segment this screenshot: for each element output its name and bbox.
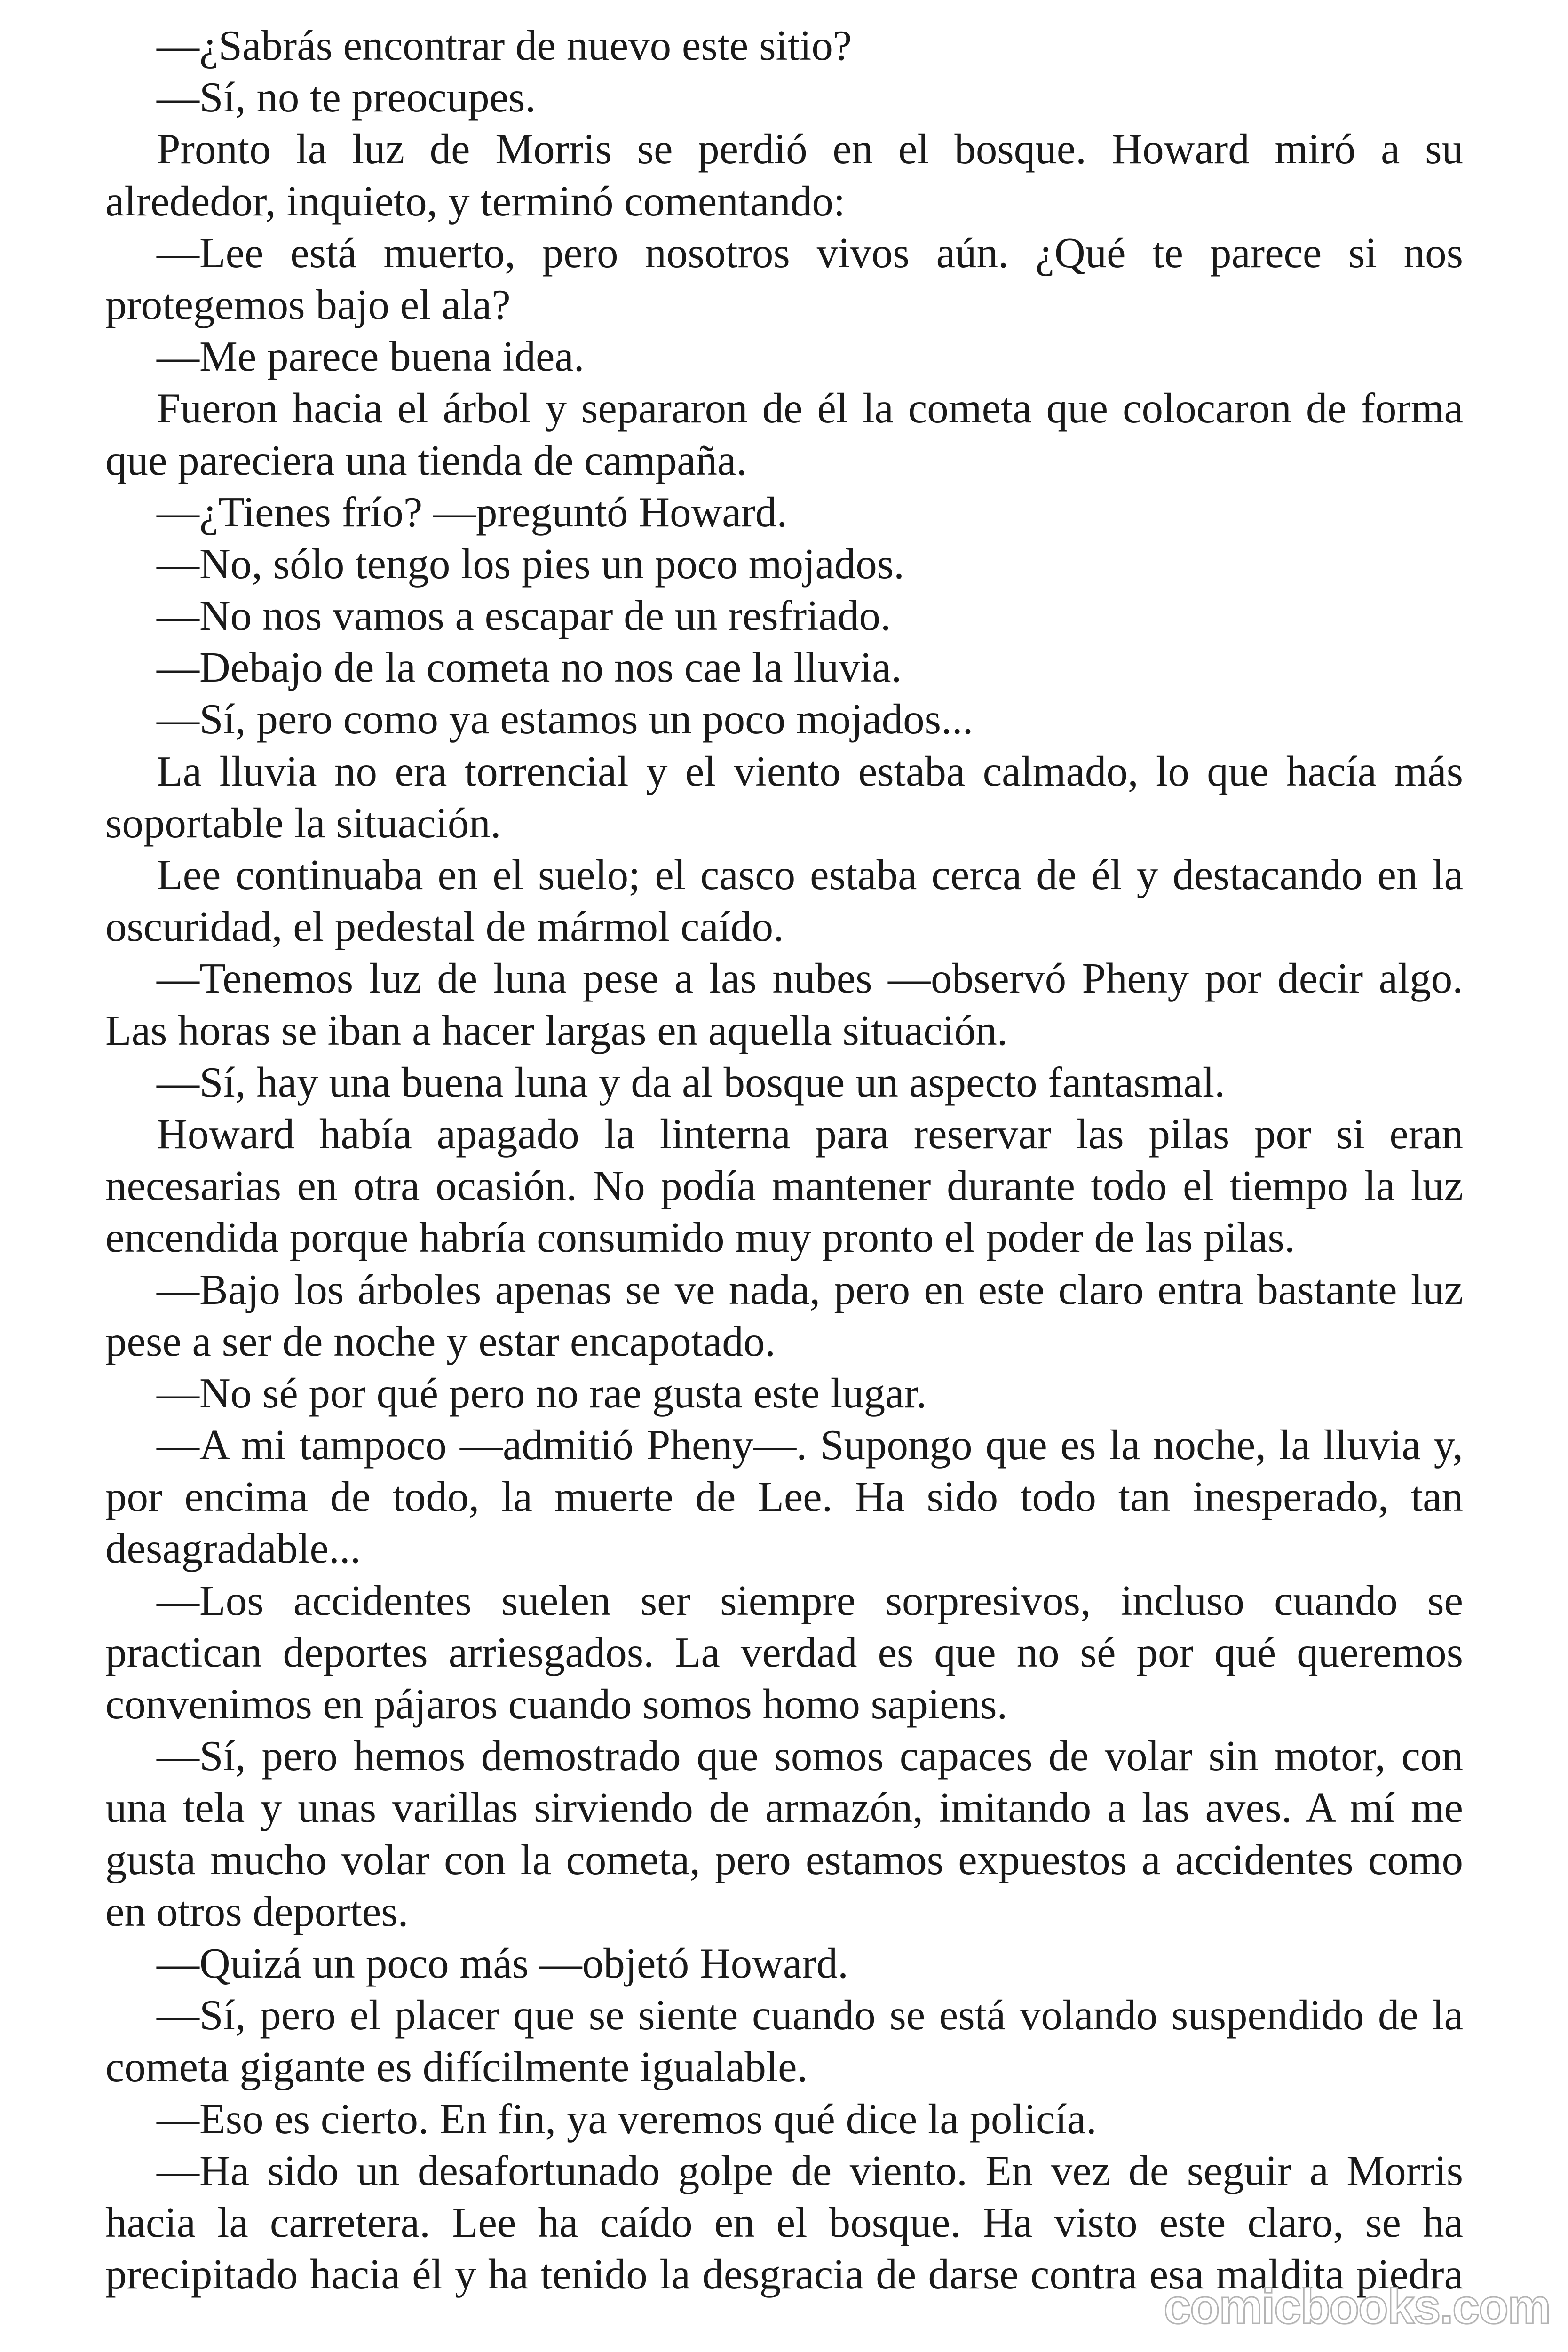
text-line: precipitado hacia él y ha tenido la desgracia de darse contra esa maldita piedra <box>105 2250 1463 2298</box>
dialogue-paragraph <box>105 953 1463 1056</box>
dialogue-paragraph <box>105 227 1463 331</box>
text-line: —Los accidentes suelen ser siempre sorpresivos, incluso cuando se <box>157 1576 1463 1624</box>
text-line: encendida porque habría consumido muy pronto el poder de las pilas. <box>105 1214 1295 1262</box>
text-line: necesarias en otra ocasión. No podía mantener durante todo el tiempo la luz <box>105 1162 1463 1210</box>
dialogue-paragraph <box>105 1367 1463 1419</box>
text-line: —Lee está muerto, pero nosotros vivos aún. ¿Qué te parece si nos <box>157 229 1463 277</box>
dialogue-paragraph <box>105 1264 1463 1367</box>
dialogue-paragraph <box>105 590 1463 642</box>
text-line: alrededor, inquieto, y terminó comentando: <box>105 177 846 225</box>
text-line: —¿Tienes frío? —preguntó Howard. <box>157 488 788 536</box>
dialogue-paragraph <box>105 1419 1463 1575</box>
text-line: La lluvia no era torrencial y el viento estaba calmado, lo que hacía más <box>157 747 1463 795</box>
text-line: —Sí, pero como ya estamos un poco mojados... <box>157 695 974 743</box>
dialogue-paragraph <box>105 693 1463 745</box>
text-line: hacia la carretera. Lee ha caído en el bosque. Ha visto este claro, se ha <box>105 2198 1463 2246</box>
text-line: —¿Sabrás encontrar de nuevo este sitio? <box>157 22 852 69</box>
text-line: —Sí, no te preocupes. <box>157 73 536 121</box>
dialogue-paragraph <box>105 1730 1463 1938</box>
text-line: protegemos bajo el ala? <box>105 280 511 328</box>
text-line: desagradable... <box>105 1525 361 1573</box>
text-line: convenimos en pájaros cuando somos homo sapiens. <box>105 1680 1008 1728</box>
text-line: —Sí, pero el placer que se siente cuando se está volando suspendido de la <box>157 1991 1463 2039</box>
narration-paragraph <box>105 382 1463 486</box>
text-line: —No, sólo tengo los pies un poco mojados. <box>157 540 904 588</box>
dialogue-paragraph <box>105 538 1463 590</box>
text-line: Fueron hacia el árbol y separaron de él la cometa que colocaron de forma <box>157 384 1463 432</box>
dialogue-paragraph <box>105 1989 1463 2093</box>
text-line: —Debajo de la cometa no nos cae la lluvia. <box>157 644 902 691</box>
dialogue-paragraph <box>105 20 1463 72</box>
text-line: que pareciera una tienda de campaña. <box>105 436 747 484</box>
text-line: —Ha sido un desafortunado golpe de viento. En vez de seguir a Morris <box>157 2146 1463 2194</box>
body-text <box>105 20 1463 2300</box>
text-line: —Bajo los árboles apenas se ve nada, pero en este claro entra bastante luz <box>157 1265 1463 1313</box>
dialogue-paragraph <box>105 642 1463 693</box>
text-line: —A mi tampoco —admitió Pheny—. Supongo que es la noche, la lluvia y, <box>157 1421 1463 1469</box>
dialogue-paragraph <box>105 1575 1463 1731</box>
text-line: Lee continuaba en el suelo; el casco estaba cerca de él y destacando en la <box>157 851 1463 898</box>
text-line: —No nos vamos a escapar de un resfriado. <box>157 592 891 640</box>
text-line: pese a ser de noche y estar encapotado. <box>105 1317 776 1365</box>
dialogue-paragraph <box>105 486 1463 538</box>
text-line: soportable la situación. <box>105 799 501 847</box>
narration-paragraph <box>105 746 1463 849</box>
text-line: Howard había apagado la linterna para reservar las pilas por si eran <box>157 1110 1463 1158</box>
text-line: cometa gigante es difícilmente igualable. <box>105 2043 808 2091</box>
dialogue-paragraph <box>105 1938 1463 1989</box>
text-line: —Eso es cierto. En fin, ya veremos qué dice la policía. <box>157 2095 1097 2143</box>
text-line: practican deportes arriesgados. La verdad es que no sé por qué queremos <box>105 1628 1463 1676</box>
text-line: por encima de todo, la muerte de Lee. Ha sido todo tan inesperado, tan <box>105 1473 1463 1521</box>
narration-paragraph <box>105 849 1463 953</box>
text-line: gusta mucho volar con la cometa, pero estamos expuestos a accidentes como <box>105 1836 1463 1883</box>
text-line: —Quizá un poco más —objetó Howard. <box>157 1939 848 1987</box>
dialogue-paragraph <box>105 2093 1463 2145</box>
text-line: —No sé por qué pero no rae gusta este lugar. <box>157 1369 927 1417</box>
text-line: Las horas se iban a hacer largas en aquella situación. <box>105 1006 1008 1054</box>
narration-paragraph <box>105 123 1463 227</box>
text-line: una tela y unas varillas sirviendo de armazón, imitando a las aves. A mí me <box>105 1784 1463 1832</box>
text-line: —Me parece buena idea. <box>157 333 585 381</box>
dialogue-paragraph <box>105 331 1463 382</box>
narration-paragraph <box>105 1108 1463 1264</box>
text-line: —Sí, hay una buena luna y da al bosque un aspecto fantasmal. <box>157 1058 1225 1106</box>
dialogue-paragraph <box>105 1057 1463 1108</box>
text-line: —Tenemos luz de luna pese a las nubes —observó Pheny por decir algo. <box>157 954 1463 1002</box>
text-line: oscuridad, el pedestal de mármol caído. <box>105 903 784 951</box>
text-line: Pronto la luz de Morris se perdió en el bosque. Howard miró a su <box>157 125 1463 173</box>
dialogue-paragraph <box>105 2145 1463 2301</box>
text-line: —Sí, pero hemos demostrado que somos capaces de volar sin motor, con <box>157 1732 1463 1780</box>
watermark: comicbooks.com <box>1164 2280 1550 2334</box>
text-line: en otros deportes. <box>105 1887 409 1935</box>
dialogue-paragraph <box>105 72 1463 123</box>
